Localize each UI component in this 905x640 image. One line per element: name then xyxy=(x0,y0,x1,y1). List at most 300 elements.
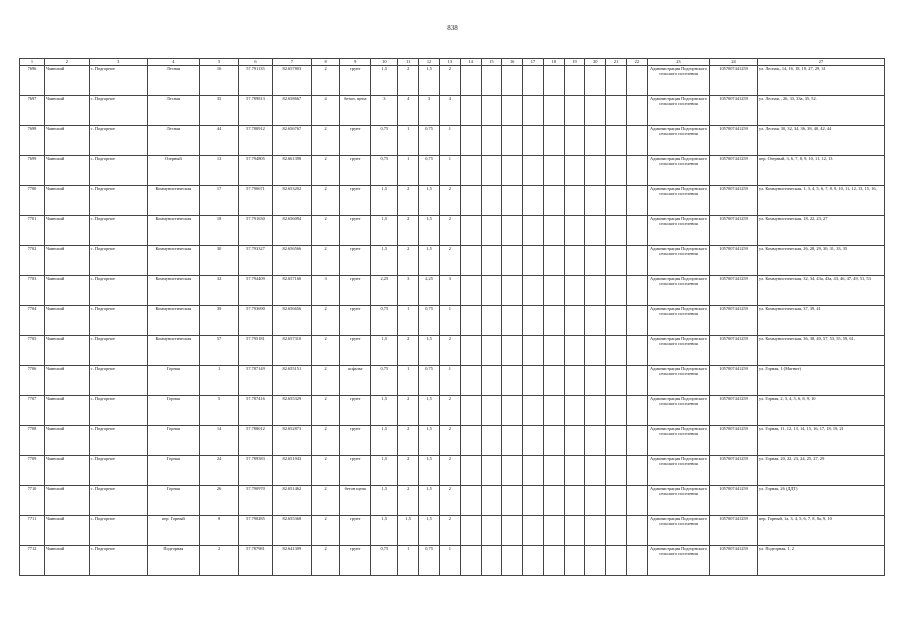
table-row xyxy=(20,516,885,546)
district-cell: Чаинский xyxy=(44,336,89,366)
length-cell: 32 xyxy=(199,276,239,306)
owner-cell: Администрация Подгорнского сельского поселения xyxy=(647,156,709,186)
column-number: 13 xyxy=(439,59,460,66)
empty-cell xyxy=(502,546,523,576)
owner-cell: Администрация Подгорнского сельского поселения xyxy=(647,306,709,336)
empty-cell xyxy=(626,546,647,576)
empty-cell xyxy=(543,306,564,336)
value-cell: 1,5 xyxy=(398,516,419,546)
width-cell: 1,5 xyxy=(371,486,398,516)
value-cell: 1,5 xyxy=(419,246,440,276)
row-id: 7708 xyxy=(20,426,45,456)
width-cell: 1,5 xyxy=(371,336,398,366)
ogrn-cell: 1057007441259 xyxy=(710,96,758,126)
column-number: 12 xyxy=(419,59,440,66)
value-cell: 0,75 xyxy=(419,156,440,186)
empty-cell xyxy=(481,216,502,246)
lanes-cell: 2 xyxy=(312,186,340,216)
value-cell: 1,5 xyxy=(419,486,440,516)
owner-cell: Администрация Подгорнского сельского поселения xyxy=(647,246,709,276)
empty-cell xyxy=(481,156,502,186)
empty-cell xyxy=(523,336,544,366)
value-cell: 3 xyxy=(419,96,440,126)
column-number: 22 xyxy=(626,59,647,66)
empty-cell xyxy=(502,516,523,546)
value-cell: 1,5 xyxy=(419,426,440,456)
column-number: 5 xyxy=(199,59,239,66)
address-cell: ул. Подгорная, 1, 2 xyxy=(757,546,884,576)
empty-cell xyxy=(523,366,544,396)
longitude-cell: 82.656566 xyxy=(272,246,312,276)
surface-cell: грунт xyxy=(340,66,371,96)
surface-cell: грунт xyxy=(340,246,371,276)
empty-cell xyxy=(481,426,502,456)
empty-cell xyxy=(502,306,523,336)
district-cell: Чаинский xyxy=(44,276,89,306)
longitude-cell: 82.658667 xyxy=(272,96,312,126)
header-row xyxy=(20,59,885,66)
empty-cell xyxy=(523,456,544,486)
ogrn-cell: 1057007441259 xyxy=(710,366,758,396)
latitude-cell: 57.790285 xyxy=(239,516,272,546)
empty-cell xyxy=(626,516,647,546)
empty-cell xyxy=(460,486,481,516)
empty-cell xyxy=(502,126,523,156)
longitude-cell: 82.653202 xyxy=(272,186,312,216)
empty-cell xyxy=(543,336,564,366)
empty-cell xyxy=(585,306,606,336)
empty-cell xyxy=(606,186,627,216)
empty-cell xyxy=(564,246,585,276)
empty-cell xyxy=(460,186,481,216)
column-number: 7 xyxy=(272,59,312,66)
empty-cell xyxy=(543,276,564,306)
empty-cell xyxy=(523,306,544,336)
value-cell: 2 xyxy=(398,486,419,516)
empty-cell xyxy=(606,396,627,426)
value-cell: 2 xyxy=(439,486,460,516)
width-cell: 1,5 xyxy=(371,186,398,216)
empty-cell xyxy=(543,96,564,126)
empty-cell xyxy=(564,156,585,186)
owner-cell: Администрация Подгорнского сельского поселения xyxy=(647,276,709,306)
surface-cell: асфальт xyxy=(340,366,371,396)
empty-cell xyxy=(502,216,523,246)
empty-cell xyxy=(502,336,523,366)
empty-cell xyxy=(585,426,606,456)
empty-cell xyxy=(460,546,481,576)
width-cell: 1,5 xyxy=(371,426,398,456)
street-cell: Коммунистическая xyxy=(147,186,199,216)
empty-cell xyxy=(523,96,544,126)
row-id: 7704 xyxy=(20,306,45,336)
empty-cell xyxy=(606,246,627,276)
ogrn-cell: 1057007441259 xyxy=(710,306,758,336)
value-cell: 1,5 xyxy=(419,456,440,486)
ogrn-cell: 1057007441259 xyxy=(710,276,758,306)
village-cell: с. Подгорное xyxy=(89,246,147,276)
column-number: 20 xyxy=(585,59,606,66)
registry-table xyxy=(19,58,885,576)
row-id: 7705 xyxy=(20,336,45,366)
lanes-cell: 2 xyxy=(312,456,340,486)
empty-cell xyxy=(460,396,481,426)
empty-cell xyxy=(523,276,544,306)
empty-cell xyxy=(543,216,564,246)
empty-cell xyxy=(481,66,502,96)
street-cell: Горная xyxy=(147,396,199,426)
value-cell: 2 xyxy=(439,336,460,366)
table-row xyxy=(20,126,885,156)
empty-cell xyxy=(460,456,481,486)
width-cell: 0,75 xyxy=(371,126,398,156)
longitude-cell: 82.655151 xyxy=(272,366,312,396)
ogrn-cell: 1057007441259 xyxy=(710,546,758,576)
district-cell: Чаинский xyxy=(44,126,89,156)
empty-cell xyxy=(460,156,481,186)
empty-cell xyxy=(606,456,627,486)
owner-cell: Администрация Подгорнского сельского поселения xyxy=(647,426,709,456)
ogrn-cell: 1057007441259 xyxy=(710,396,758,426)
width-cell: 0,75 xyxy=(371,156,398,186)
row-id: 7701 xyxy=(20,216,45,246)
owner-cell: Администрация Подгорнского сельского поселения xyxy=(647,336,709,366)
empty-cell xyxy=(564,186,585,216)
value-cell: 2 xyxy=(398,216,419,246)
longitude-cell: 82.657310 xyxy=(272,336,312,366)
width-cell: 1,5 xyxy=(371,456,398,486)
district-cell: Чаинский xyxy=(44,546,89,576)
row-id: 7707 xyxy=(20,396,45,426)
column-number: 4 xyxy=(147,59,199,66)
village-cell: с. Подгорное xyxy=(89,126,147,156)
value-cell: 1 xyxy=(439,156,460,186)
surface-cell: бетон щепа xyxy=(340,486,371,516)
district-cell: Чаинский xyxy=(44,216,89,246)
address-cell: ул. Горная, 20, 22, 23, 24, 25, 27, 29 xyxy=(757,456,884,486)
empty-cell xyxy=(502,486,523,516)
longitude-cell: 82.641309 xyxy=(272,546,312,576)
value-cell: 1 xyxy=(439,306,460,336)
address-cell: ул. Горная, 2, 3, 4, 5, 6, 8, 9, 10 xyxy=(757,396,884,426)
empty-cell xyxy=(523,486,544,516)
table-row xyxy=(20,156,885,186)
empty-cell xyxy=(626,276,647,306)
empty-cell xyxy=(460,516,481,546)
district-cell: Чаинский xyxy=(44,66,89,96)
ogrn-cell: 1057007441259 xyxy=(710,186,758,216)
empty-cell xyxy=(543,366,564,396)
latitude-cell: 57.794805 xyxy=(239,156,272,186)
value-cell: 1,5 xyxy=(419,66,440,96)
owner-cell: Администрация Подгорнского сельского поселения xyxy=(647,396,709,426)
value-cell: 0,75 xyxy=(419,126,440,156)
street-cell: Озерный xyxy=(147,156,199,186)
address-cell: пер. Озерный, 3, 6, 7, 8, 9, 10, 11, 12, 13 xyxy=(757,156,884,186)
empty-cell xyxy=(502,66,523,96)
value-cell: 2 xyxy=(439,246,460,276)
district-cell: Чаинский xyxy=(44,366,89,396)
village-cell: с. Подгорное xyxy=(89,276,147,306)
address-cell: ул. Горная, 11, 12, 13, 14, 15, 16, 17, 18, 19, 21 xyxy=(757,426,884,456)
owner-cell: Администрация Подгорнского сельского поселения xyxy=(647,456,709,486)
column-number: 17 xyxy=(523,59,544,66)
value-cell: 2 xyxy=(439,456,460,486)
empty-cell xyxy=(585,276,606,306)
empty-cell xyxy=(585,216,606,246)
value-cell: 2 xyxy=(439,396,460,426)
village-cell: с. Подгорное xyxy=(89,156,147,186)
value-cell: 1 xyxy=(398,366,419,396)
village-cell: с. Подгорное xyxy=(89,66,147,96)
empty-cell xyxy=(460,336,481,366)
row-id: 7697 xyxy=(20,96,45,126)
village-cell: с. Подгорное xyxy=(89,96,147,126)
table-row xyxy=(20,336,885,366)
empty-cell xyxy=(481,396,502,426)
lanes-cell: 2 xyxy=(312,516,340,546)
lanes-cell: 2 xyxy=(312,366,340,396)
latitude-cell: 57.791135 xyxy=(239,66,272,96)
empty-cell xyxy=(481,336,502,366)
empty-cell xyxy=(460,426,481,456)
table-row xyxy=(20,486,885,516)
empty-cell xyxy=(460,366,481,396)
table-row xyxy=(20,246,885,276)
empty-cell xyxy=(502,246,523,276)
surface-cell: грунт xyxy=(340,186,371,216)
surface-cell: грунт xyxy=(340,426,371,456)
lanes-cell: 2 xyxy=(312,396,340,426)
district-cell: Чаинский xyxy=(44,246,89,276)
longitude-cell: 82.655368 xyxy=(272,516,312,546)
village-cell: с. Подгорное xyxy=(89,546,147,576)
value-cell: 2 xyxy=(439,516,460,546)
empty-cell xyxy=(585,486,606,516)
ogrn-cell: 1057007441259 xyxy=(710,246,758,276)
longitude-cell: 82.657803 xyxy=(272,66,312,96)
value-cell: 0,75 xyxy=(419,306,440,336)
district-cell: Чаинский xyxy=(44,156,89,186)
village-cell: с. Подгорное xyxy=(89,486,147,516)
row-id: 7710 xyxy=(20,486,45,516)
empty-cell xyxy=(585,336,606,366)
table-row xyxy=(20,396,885,426)
column-number: 1 xyxy=(20,59,45,66)
table-row xyxy=(20,366,885,396)
address-cell: ул. Коммунистическая, 1, 3, 4, 5, 6, 7, 8, 9, 10, 11, 12, 13, 15, 16, xyxy=(757,186,884,216)
row-id: 7703 xyxy=(20,276,45,306)
surface-cell: грунт xyxy=(340,126,371,156)
district-cell: Чаинский xyxy=(44,186,89,216)
column-number: 11 xyxy=(398,59,419,66)
address-cell: ул. Коммунистическая, 18, 22, 23, 27 xyxy=(757,216,884,246)
owner-cell: Администрация Подгорнского сельского поселения xyxy=(647,366,709,396)
value-cell: 1 xyxy=(439,546,460,576)
empty-cell xyxy=(543,396,564,426)
empty-cell xyxy=(585,396,606,426)
latitude-cell: 57.794409 xyxy=(239,276,272,306)
empty-cell xyxy=(626,216,647,246)
value-cell: 2,25 xyxy=(419,276,440,306)
empty-cell xyxy=(481,126,502,156)
empty-cell xyxy=(481,246,502,276)
owner-cell: Администрация Подгорнского сельского поселения xyxy=(647,546,709,576)
empty-cell xyxy=(502,276,523,306)
length-cell: 14 xyxy=(199,426,239,456)
row-id: 7698 xyxy=(20,126,45,156)
surface-cell: грунт xyxy=(340,546,371,576)
empty-cell xyxy=(585,516,606,546)
longitude-cell: 82.651943 xyxy=(272,456,312,486)
ogrn-cell: 1057007441259 xyxy=(710,336,758,366)
width-cell: 1,5 xyxy=(371,216,398,246)
empty-cell xyxy=(564,456,585,486)
empty-cell xyxy=(585,156,606,186)
surface-cell: грунт xyxy=(340,276,371,306)
empty-cell xyxy=(564,366,585,396)
empty-cell xyxy=(523,216,544,246)
district-cell: Чаинский xyxy=(44,486,89,516)
address-cell: ул. Коммунистическая, 37, 39, 41 xyxy=(757,306,884,336)
page-number: 838 xyxy=(447,24,458,32)
row-id: 7696 xyxy=(20,66,45,96)
value-cell: 1 xyxy=(398,126,419,156)
village-cell: с. Подгорное xyxy=(89,426,147,456)
value-cell: 0,75 xyxy=(419,366,440,396)
street-cell: Лесная xyxy=(147,126,199,156)
ogrn-cell: 1057007441259 xyxy=(710,126,758,156)
empty-cell xyxy=(460,276,481,306)
surface-cell: грунт xyxy=(340,306,371,336)
owner-cell: Администрация Подгорнского сельского поселения xyxy=(647,186,709,216)
empty-cell xyxy=(460,246,481,276)
length-cell: 5 xyxy=(199,396,239,426)
value-cell: 1 xyxy=(398,156,419,186)
empty-cell xyxy=(585,456,606,486)
value-cell: 1 xyxy=(398,306,419,336)
owner-cell: Администрация Подгорнского сельского поселения xyxy=(647,516,709,546)
street-cell: Горная xyxy=(147,486,199,516)
length-cell: 1 xyxy=(199,366,239,396)
value-cell: 2 xyxy=(439,66,460,96)
village-cell: с. Подгорное xyxy=(89,186,147,216)
column-number: 21 xyxy=(606,59,627,66)
empty-cell xyxy=(564,396,585,426)
empty-cell xyxy=(543,246,564,276)
empty-cell xyxy=(564,96,585,126)
owner-cell: Администрация Подгорнского сельского поселения xyxy=(647,66,709,96)
lanes-cell: 2 xyxy=(312,546,340,576)
empty-cell xyxy=(543,156,564,186)
empty-cell xyxy=(481,486,502,516)
longitude-cell: 82.656656 xyxy=(272,306,312,336)
street-cell: Лесная xyxy=(147,96,199,126)
empty-cell xyxy=(523,546,544,576)
empty-cell xyxy=(606,126,627,156)
column-number: 27 xyxy=(757,59,884,66)
surface-cell: грунт xyxy=(340,516,371,546)
length-cell: 17 xyxy=(199,186,239,216)
empty-cell xyxy=(626,456,647,486)
empty-cell xyxy=(606,96,627,126)
column-number: 3 xyxy=(89,59,147,66)
empty-cell xyxy=(626,186,647,216)
column-number: 10 xyxy=(371,59,398,66)
empty-cell xyxy=(564,306,585,336)
empty-cell xyxy=(502,396,523,426)
surface-cell: грунт xyxy=(340,156,371,186)
address-cell: ул. Лесная, , 26, 33, 33а, 35, 52. xyxy=(757,96,884,126)
empty-cell xyxy=(460,306,481,336)
empty-cell xyxy=(564,216,585,246)
latitude-cell: 57.791630 xyxy=(239,216,272,246)
empty-cell xyxy=(523,396,544,426)
street-cell: Коммунистическая xyxy=(147,336,199,366)
ogrn-cell: 1057007441259 xyxy=(710,66,758,96)
length-cell: 24 xyxy=(199,456,239,486)
empty-cell xyxy=(626,486,647,516)
value-cell: 1 xyxy=(398,546,419,576)
empty-cell xyxy=(626,306,647,336)
lanes-cell: 3 xyxy=(312,276,340,306)
address-cell: ул. Лесная,, 14, 16, 18, 19, 27, 29, 31 xyxy=(757,66,884,96)
column-number: 16 xyxy=(502,59,523,66)
column-number: 9 xyxy=(340,59,371,66)
empty-cell xyxy=(523,426,544,456)
width-cell: 1,5 xyxy=(371,246,398,276)
village-cell: с. Подгорное xyxy=(89,366,147,396)
length-cell: 39 xyxy=(199,306,239,336)
empty-cell xyxy=(481,516,502,546)
empty-cell xyxy=(481,456,502,486)
value-cell: 2 xyxy=(439,216,460,246)
empty-cell xyxy=(626,156,647,186)
longitude-cell: 82.656094 xyxy=(272,216,312,246)
address-cell: ул. Горная, 1 (Магнит) xyxy=(757,366,884,396)
row-id: 7712 xyxy=(20,546,45,576)
village-cell: с. Подгорное xyxy=(89,516,147,546)
surface-cell: грунт xyxy=(340,396,371,426)
lanes-cell: 2 xyxy=(312,156,340,186)
value-cell: 2 xyxy=(439,186,460,216)
value-cell: 2 xyxy=(398,426,419,456)
empty-cell xyxy=(543,516,564,546)
latitude-cell: 57.787981 xyxy=(239,546,272,576)
address-cell: ул. Лесная, 30, 32, 34, 36, 38, 40, 42, 44 xyxy=(757,126,884,156)
column-number: 19 xyxy=(564,59,585,66)
length-cell: 16 xyxy=(199,66,239,96)
surface-cell: грунт xyxy=(340,456,371,486)
value-cell: 1 xyxy=(439,366,460,396)
street-cell: Коммунистическая xyxy=(147,276,199,306)
empty-cell xyxy=(606,66,627,96)
district-cell: Чаинский xyxy=(44,516,89,546)
street-cell: Коммунистическая xyxy=(147,216,199,246)
latitude-cell: 57.795181 xyxy=(239,336,272,366)
empty-cell xyxy=(543,456,564,486)
column-number: 6 xyxy=(239,59,272,66)
village-cell: с. Подгорное xyxy=(89,396,147,426)
table-row xyxy=(20,276,885,306)
empty-cell xyxy=(585,246,606,276)
empty-cell xyxy=(543,546,564,576)
width-cell: 3 xyxy=(371,96,398,126)
value-cell: 2 xyxy=(398,66,419,96)
empty-cell xyxy=(585,186,606,216)
column-number: 2 xyxy=(44,59,89,66)
empty-cell xyxy=(481,96,502,126)
